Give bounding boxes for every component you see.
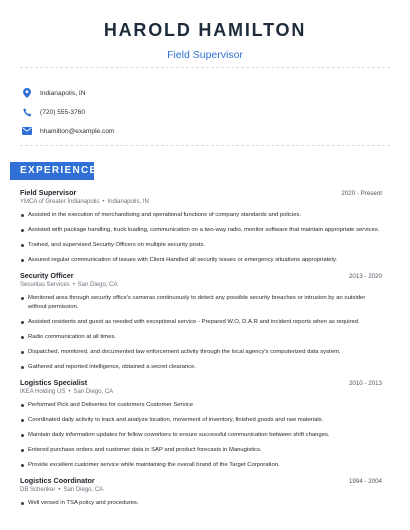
experience-list: [20, 188, 382, 514]
section-heading-label: EXPERIENCE: [20, 165, 98, 176]
divider: [20, 145, 390, 146]
contact-email-text[interactable]: hhamilton@example.com: [40, 127, 115, 135]
bullet-item: Dispatched, monitored, and documented law enforcement activity through the local agency's computerized data system.: [20, 348, 382, 357]
job-entry: [20, 271, 382, 372]
location-pin-icon: [22, 88, 32, 98]
job-title: Logistics Coordinator: [20, 476, 95, 485]
separator: •: [72, 282, 75, 288]
job-bullets: [20, 294, 382, 372]
bullet-item: Maintain daily information updates for fellow coworkers to ensure successful communication between shift changes.: [20, 431, 382, 440]
job-company: YMCA of Greater Indianapolis: [20, 199, 100, 205]
job-header: [20, 378, 382, 387]
bullet-item: Coordinated daily activity to track and analyze location, movement of inventory, finished goods and raw materials.: [20, 416, 382, 425]
job-location: Indianapolis, IN: [107, 199, 149, 205]
job-company: DB Schenker: [20, 487, 56, 493]
job-title-heading: Field Supervisor: [167, 49, 243, 61]
job-title: Logistics Specialist: [20, 378, 88, 387]
divider: [20, 67, 390, 68]
job-company-line: [20, 389, 382, 395]
bullet-item: Entered purchase orders and customer data in SAP and product forecasts in Manugistics.: [20, 446, 382, 455]
job-header: [20, 271, 382, 280]
job-dates: 1994 - 2004: [348, 478, 382, 485]
contact-phone: [22, 103, 115, 121]
bullet-item: Assured regular communication of issues with Client Handled all security issues or emergency situations appropriately.: [20, 256, 382, 265]
job-dates: 2013 - 2020: [348, 273, 382, 280]
bullet-item: Assisted in the execution of merchandising and operational functions of company standards and policies.: [20, 211, 382, 220]
job-company-line: [20, 282, 382, 288]
bullet-item: Radio communication at all times.: [20, 333, 382, 342]
job-header: [20, 476, 382, 485]
job-company: IKEA Holding US: [20, 389, 66, 395]
bullet-item: Performed Pick and Deliveries for customers Customer Service: [20, 401, 382, 410]
job-company: Securitas Services: [20, 282, 70, 288]
job-bullets: [20, 499, 382, 508]
resume-header: [0, 0, 410, 61]
job-dates: 2010 - 2013: [348, 380, 382, 387]
job-location: San Diego, CA: [77, 282, 118, 288]
job-company-line: [20, 487, 382, 493]
job-location: San Diego, CA: [73, 389, 114, 395]
bullet-item: Monitored area through security office's cameras continuously to detect any possible security breaches or intrusion by an outsider without permission.: [20, 294, 382, 312]
contact-email: [22, 122, 115, 140]
candidate-name: HAROLD HAMILTON: [103, 20, 307, 40]
job-title: Security Officer: [20, 271, 74, 280]
bullet-item: Well versed in TSA policy and procedures.: [20, 499, 382, 508]
bullet-item: Trained, and supervised Security Officers on multiple security posts.: [20, 241, 382, 250]
job-location: San Diego, CA: [63, 487, 104, 493]
job-entry: [20, 476, 382, 508]
bullet-item: Assisted residents and guest as needed with exceptional service - Prepared W.O, D.A.R and incident reports when as required.: [20, 318, 382, 327]
contact-location-text: Indianapolis, IN: [40, 89, 86, 97]
separator: •: [58, 487, 61, 493]
section-heading: [10, 162, 98, 180]
job-dates: 2020 - Present: [341, 190, 382, 197]
contact-location: [22, 84, 115, 102]
job-bullets: [20, 211, 382, 265]
email-icon: [22, 126, 32, 136]
job-company-line: [20, 199, 382, 205]
job-header: [20, 188, 382, 197]
bullet-item: Gathered and reported intelligence, obtained a secret clearance.: [20, 363, 382, 372]
job-bullets: [20, 401, 382, 470]
job-entry: [20, 188, 382, 265]
contact-list: [22, 84, 115, 141]
job-entry: [20, 378, 382, 470]
phone-icon: [22, 107, 32, 117]
bullet-item: Assisted with package handling, truck loading, communication on a two-way radio, monitor software that maintain appropriate services.: [20, 226, 382, 235]
bullet-item: Provide excellent customer service while maintaining the overall brand of the Target Corporation.: [20, 461, 382, 470]
separator: •: [102, 199, 105, 205]
contact-phone-text: (720) 555-3760: [40, 108, 86, 116]
separator: •: [68, 389, 71, 395]
job-title: Field Supervisor: [20, 188, 77, 197]
